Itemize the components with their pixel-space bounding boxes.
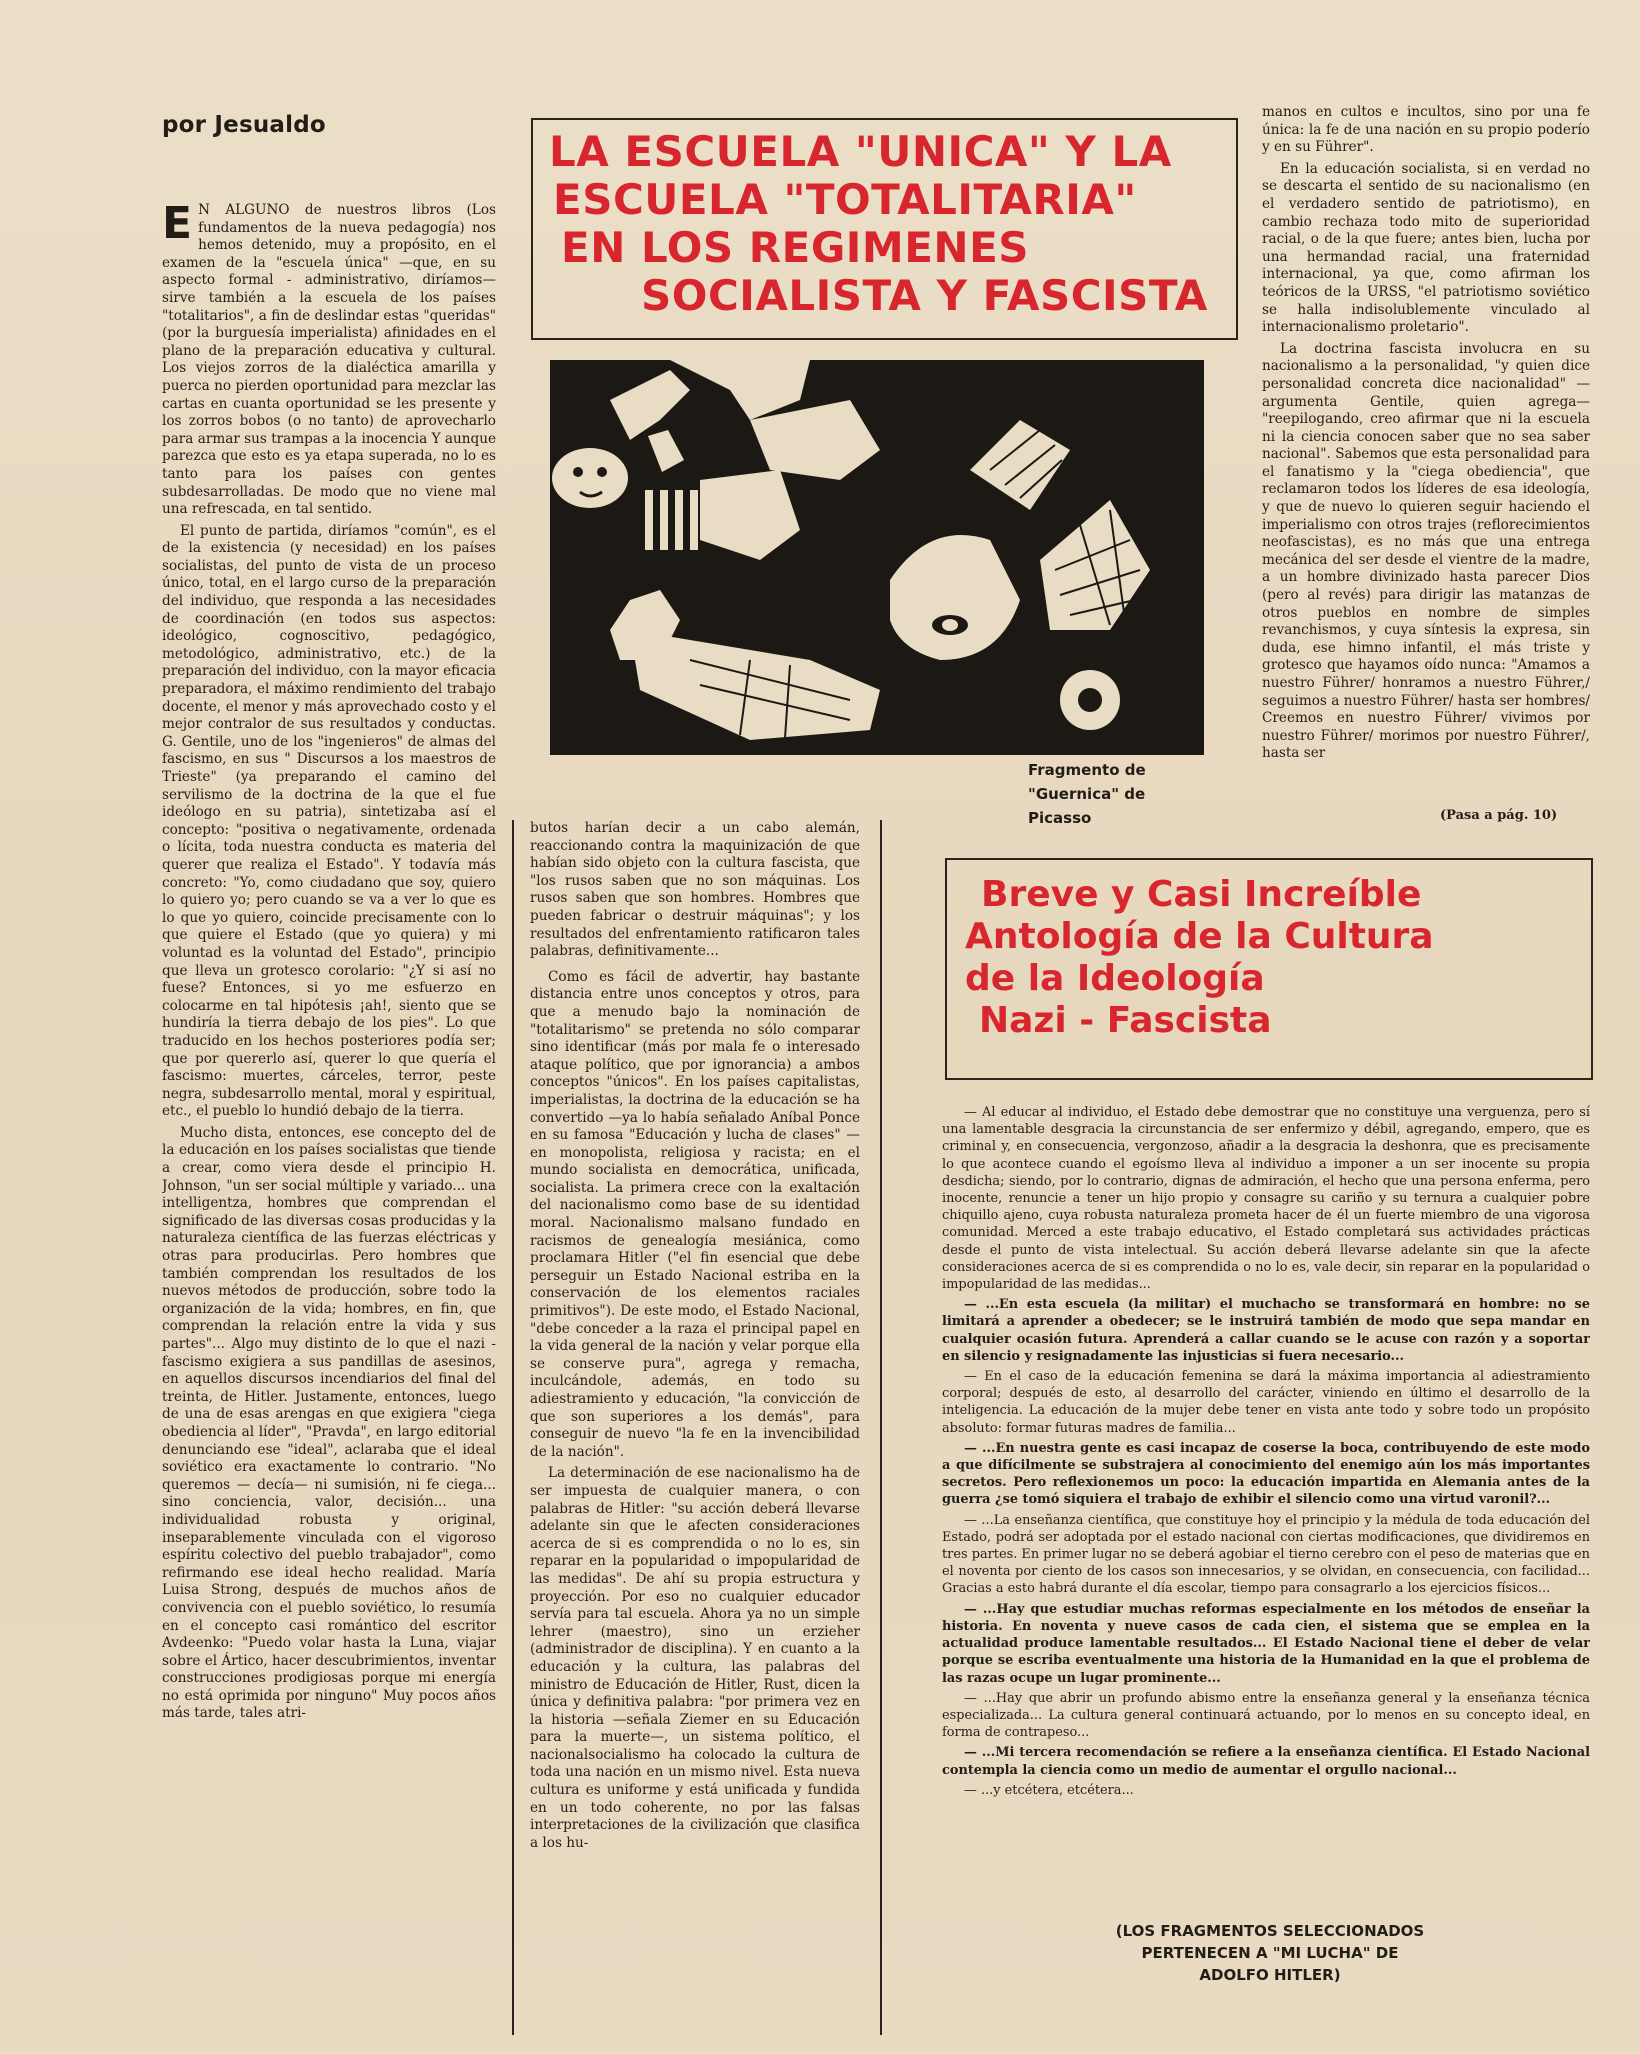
paragraph: E N ALGUNO de nuestros libros (Los fundamentos de la nueva pedagogía) nos hemos detenido, muy a propósito, en el examen de la "escuela única" —que, en su aspecto formal - administrativo, diríamos— sirve también a la escuela de los países "totalitarios", a fin de deslindar estas "queridas" (por la burguesía imperialista) afinidades en el plano de la preparación educativa y cultural. Los viejos zorros de la dialéctica amarilla y puerca no pierden oportunidad para mezclar las cartas en cuanta oportunidad se les presente y los zorros bobos (o no tanto) de aprovecharlo para armar sus trampas a la inocencia Y aunque parezca que esto es ya etapa superada, no lo es tanto para los países con gentes subdesarrolladas. De modo que no viene mal una refrescada, en tal sentido. bbox=[162, 202, 496, 518]
quote-paragraph: — Al educar al individuo, el Estado debe demostrar que no constituye una verguenza, pero sí una lamentable desgracia la circunstancia de ser enfermizo y débil, agregando, empero, que es criminal y, en consecuencia, vergonzoso, añadir a la desgracia la deshonra, que es precisamente lo que acontece cuando el egoísmo lleva al individuo a imponer a un ser inocente su propia desdicha; siendo, por lo contrario, dignas de admiración, el hecho que una persona enferma, pero inocente, renuncie a tener un hijo propio y consagre su cariño y su ternura a cualquier pobre chiquillo ajeno, cuya robusta naturaleza prometa hacer de él un fuerte miembro de una vigorosa comunidad. Merced a este trabajo educativo, el Estado completará sus actividades prácticas desde el punto de vista intelectual. Su acción deberá llevarse adelante sin que la afecte consideraciones acerca de si es comprendida o no lo es, vale decir, sin reparar en la popularidad o impopularidad de las medidas... bbox=[942, 1105, 1590, 1293]
main-title-line: SOCIALISTA Y FASCISTA bbox=[641, 271, 1208, 320]
guernica-drawing-icon bbox=[550, 360, 1204, 755]
anthology-title-line: Antología de la Cultura bbox=[965, 916, 1434, 957]
main-title-line: LA ESCUELA "UNICA" Y LA bbox=[549, 127, 1172, 176]
main-title-line: EN LOS REGIMENES bbox=[561, 223, 1030, 272]
paragraph: La doctrina fascista involucra en su nacionalismo a la personalidad, "y quien dice personalidad concreta dice nacionalidad" —argumenta Gentile, quien agrega— "reepilogando, creo afirmar que ni la escuela ni la ciencia conocen saber que no sea saber nacional". Sabemos que esta personalidad para el fanatismo y la "ciega obediencia", que reclamaron todos los líderes de esa ideología, y que de nuevo lo quieren seguir haciendo el imperialismo con otros trajes (reflorecimientos neofascistas), es no más que una entrega mecánica del ser desde el vientre de la madre, a un hombre divinizado hasta parecer Dios (pero al revés) para dirigir las matanzas de otros pueblos en nombre de simples revanchismos, y cuya síntesis la expresa, sin duda, ese himno infantil, el más triste y grotesco que hayamos oído nunca: "Amamos a nuestro Führer/ honramos a nuestro Führer,/ seguimos a nuestro Führer/ hasta ser hombres/ Creemos en nuestro Führer/ vivimos por nuestro Führer/ morimos por nuestro Führer/, hasta ser bbox=[1262, 340, 1590, 762]
quote-paragraph: — ...Hay que abrir un profundo abismo entre la enseñanza general y la enseñanza técnica especializada... La cultura general continuará actuando, por lo menos en su concepto ideal, en forma de contrapeso... bbox=[942, 1690, 1590, 1741]
paragraph: manos en cultos e incultos, sino por una fe única: la fe de una nación en su propio poderío y en su Führer". bbox=[1262, 104, 1590, 156]
quote-paragraph: — En el caso de la educación femenina se dará la máxima importancia al adiestramiento corporal; después de esto, al desarrollo del carácter, viniendo en último el desarrollo de la inteligencia. La educación de la mujer debe tener en vista ante todo y sobre todo un propósito absoluto: formar futuras madres de familia... bbox=[942, 1369, 1590, 1436]
image-caption bbox=[1028, 758, 1146, 830]
continued-note: (Pasa a pág. 10) bbox=[1440, 808, 1558, 823]
quote-paragraph: — ...La enseñanza científica, que constituye hoy el principio y la médula de toda educación del Estado, podrá ser adoptada por el estado nacional con ciertas modificaciones, que dividiremos en tres partes. En primer lugar no se deberá agobiar el tierno cerebro con el peso de materias que en el noventa por ciento de los casos son innecesarios, y se olvidan, en consecuencia, con facilidad... Gracias a esto habrá durante el día escolar, tiempo para consagrarlo a los ejercicios físicos... bbox=[942, 1512, 1590, 1597]
column-2 bbox=[530, 820, 860, 2032]
paragraph: Mucho dista, entonces, ese concepto del de la educación en los países socialistas que tiende a crear, como viera desde el principio H. Johnson, "un ser social múltiple y variado... una intelligentza, hombres que comprendan el significado de las diversas cosas producidas y la naturaleza científica de las fuerzas eléctricas y otras para producirlas. Pero hombres que también comprendan los resultados de los nuevos métodos de producción, sobre todo la organización de la vida; hombres, en fin, que comprendan la relación entre la vida y sus partes"... Algo muy distinto de lo que el nazi - fascismo exigiera a sus pandillas de asesinos, en aquellos discursos incendiarios del final del treinta, de Hitler. Justamente, entonces, luego de una de esas arengas en que exigiera "ciega obediencia al líder", "Pravda", en largo editorial denunciando ese "ideal", aclaraba que el ideal soviético era exactamente lo contrario. "No queremos — decía— ni sumisión, ni fe ciega... sino conciencia, valor, decisión... una individualidad robusta y original, inseparablemente vinculada con el vigoroso espíritu colectivo del pueblo trabajador", como refirmando ese ideal hecho realidad. María Luisa Strong, después de muchos años de convivencia con el pueblo soviético, lo resumía en el concepto casi romántico del escritor Avdeenko: "Puedo volar hasta la Luna, viajar sobre el Ártico, hacer descubrimientos, inventar construcciones prodigiosas porque mi energía no está oprimida por ninguno" Muy pocos años más tarde, tales atri- bbox=[162, 1124, 496, 1722]
anthology-quotes bbox=[942, 1104, 1590, 1910]
paragraph: butos harían decir a un cabo alemán, reaccionando contra la maquinización de que habían sido objeto con la cultura fascista, que "los rusos saben que no son máquinas. Los rusos saben que son hombres. Hombres que pueden fabricar o destruir máquinas"; y los resultados del enfrentamiento ratificaron tales palabras, definitivamente... bbox=[530, 820, 860, 960]
column-1 bbox=[162, 202, 496, 2032]
quote-paragraph: — ...En nuestra gente es casi incapaz de coserse la boca, contribuyendo de este modo a que difícilmente se substrajera al conocimiento del enemigo aún los más importantes secretos. Pero reflexionemos un poco: la educación impartida en Alemania antes de la guerra ¿se tomó siquiera el trabajo de exhibir el silencio como una virtud varonil?... bbox=[942, 1440, 1590, 1508]
caption-line: Picasso bbox=[1028, 809, 1092, 827]
guernica-illustration bbox=[550, 360, 1204, 755]
anthology-title-line: Breve y Casi Increíble bbox=[981, 874, 1422, 915]
quote-paragraph: — ...En esta escuela (la militar) el muchacho se transformará en hombre: no se limitará a aprender a obedecer; se le instruirá también de modo que sepa mandar en cualquier ocasión futura. Aprenderá a callar cuando se le acuse con razón y a soportar en silencio y resignadamente las injusticias si fuera necesario... bbox=[942, 1297, 1590, 1364]
paragraph: Como es fácil de advertir, hay bastante distancia entre unos conceptos y otros, para que a menudo bajo la nominación de "totalitarismo" se pretenda no sólo comparar sino identificar (más por mala fe o interesado ataque político, que por ignorancia) a ambos conceptos "únicos". En los países capitalistas, imperialistas, la doctrina de la educación se ha convertido —ya lo había señalado Aníbal Ponce en su famosa "Educación y lucha de clases" —en monopolista, religiosa y racista; en el mundo socialista en democrática, unificada, socialista. La primera crece con la exaltación del nacionalismo como base de su identidad moral. Nacionalismo malsano fundado en racismos de genealogía mesiánica, como proclamara Hitler ("el fin esencial que debe perseguir un Estado Nacional estriba en la conservación de los elementos raciales primitivos"). De este modo, el Estado Nacional, "debe conceder a la raza el principal papel en la vida general de la nación y velar porque ella se conserve pura", agrega y remacha, inculcándole, además, en todo su adiestramiento y educación, "la convicción de que son superiores a los demás", para conseguir de nuevo "la fe en la invencibilidad de la nación". bbox=[530, 968, 860, 1460]
quote-paragraph: — ...Mi tercera recomendación se refiere a la enseñanza científica. El Estado Nacional contempla la ciencia como un medio de aumentar el orgullo nacional... bbox=[942, 1745, 1590, 1778]
column-3 bbox=[1262, 104, 1590, 830]
column-divider bbox=[880, 820, 882, 2035]
source-line: ADOLFO HITLER) bbox=[1199, 1966, 1341, 1984]
main-title-box bbox=[531, 118, 1238, 340]
anthology-title-line: Nazi - Fascista bbox=[979, 1000, 1272, 1041]
caption-line: Fragmento de bbox=[1028, 761, 1146, 779]
caption-line: "Guernica" de bbox=[1028, 785, 1146, 803]
source-line: (LOS FRAGMENTOS SELECCIONADOS bbox=[1115, 1922, 1425, 1940]
source-line: PERTENECEN A "MI LUCHA" DE bbox=[1141, 1944, 1399, 1962]
source-note bbox=[1010, 1920, 1530, 1986]
column-divider bbox=[512, 820, 514, 2035]
paragraph: La determinación de ese nacionalismo ha de ser impuesta de cualquier manera, o con palabras de Hitler: "su acción deberá llevarse adelante sin que le afecten consideraciones acerca de si es comprendida o no lo es, sin reparar en la popularidad o impopularidad de las medidas". De ahí su propia estructura y proyección. Por eso no cualquier educador servía para tal escuela. Ahora ya no un simple lehrer (maestro), sino un erzieher (administrador de disciplina). Y en cuanto a la educación y la cultura, las palabras del ministro de Educación de Hitler, Rust, dicen la única y definitiva palabra: "por primera vez en la historia —señala Ziemer en su Educación para la muerte—, un sistema político, el nacionalsocialismo ha colocado la cultura de toda una nación en un mismo nivel. Esta nueva cultura es uniforme y está unificada y fundida en un todo coherente, no por las falsas interpretaciones de la civilización que clasifica a los hu- bbox=[530, 1465, 860, 1851]
main-title-line: ESCUELA "TOTALITARIA" bbox=[553, 175, 1137, 224]
quote-paragraph: — ...y etcétera, etcétera... bbox=[964, 1782, 1134, 1798]
paragraph: En la educación socialista, si en verdad no se descarta el sentido de su nacionalismo (en el verdadero sentido de patriotismo), en cambio rechaza todo mito de superioridad racial, o de la que fuere; antes bien, lucha por una hermandad racial, una fraternidad internacional, ya que, como afirman los teóricos de la URSS, "el patriotismo soviético se halla indisolublemente vinculado al internacionalismo proletario". bbox=[1262, 160, 1590, 336]
anthology-title-box bbox=[945, 858, 1593, 1080]
drop-cap: E bbox=[162, 202, 193, 249]
paragraph: El punto de partida, diríamos "común", es el de la existencia (y necesidad) en los países socialistas, del punto de vista de un proceso único, total, en el largo curso de la preparación del individuo, que responda a las necesidades de coordinación (en todos sus aspectos: ideológico, cognoscitivo, pedagógico, metodológico, administrativo, etc.) de la preparación del individuo, con la mayor eficacia preparadora, el máximo rendimiento del trabajo docente, el menor y más aprovechado costo y el mejor contralor de sus resultados y conductas. G. Gentile, uno de los "ingenieros" de almas del fascismo, en sus " Discursos a los maestros de Trieste" (ya preparando el camino del servilismo de la doctrina de la que el fue ideólogo en su patria), sintetizaba así el concepto: "positiva o negativamente, ordenada o lícita, toda nuestra conducta es materia del querer que realiza el Estado". Y todavía más concreto: "Yo, como ciudadano que soy, quiero lo quiero yo; pero cuando se va a ver lo que es lo que yo quiero, coincide precisamente con lo que quiere el Estado (que yo quiera) y mi voluntad es la voluntad del Estado", principio que lleva un grotesco corolario: "¿Y si así no fuese? Entonces, si yo me esfuerzo en colocarme en tal hipótesis ¡ah!, siento que se hundiría la tierra debajo de los pies". Lo que traducido en los hechos posteriores podía ser; que por quererlo así, querer lo que quería el fascismo: muertes, cárceles, terror, peste negra, subdesarrollo mental, moral y espiritual, etc., el pueblo lo hundió debajo de la tierra. bbox=[162, 522, 496, 1120]
anthology-title-line: de la Ideología bbox=[965, 958, 1265, 999]
byline: por Jesualdo bbox=[162, 112, 326, 138]
quote-paragraph: — ...Hay que estudiar muchas reformas especialmente en los métodos de enseñar la historia. En noventa y nueve casos de cada cien, el sistema que se emplea en la actualidad produce lamentable resultados... El Estado Nacional tiene el deber de velar porque se escriba eventualmente una historia de la Humanidad en la que el problema de las razas ocupe un lugar prominente... bbox=[942, 1601, 1590, 1686]
